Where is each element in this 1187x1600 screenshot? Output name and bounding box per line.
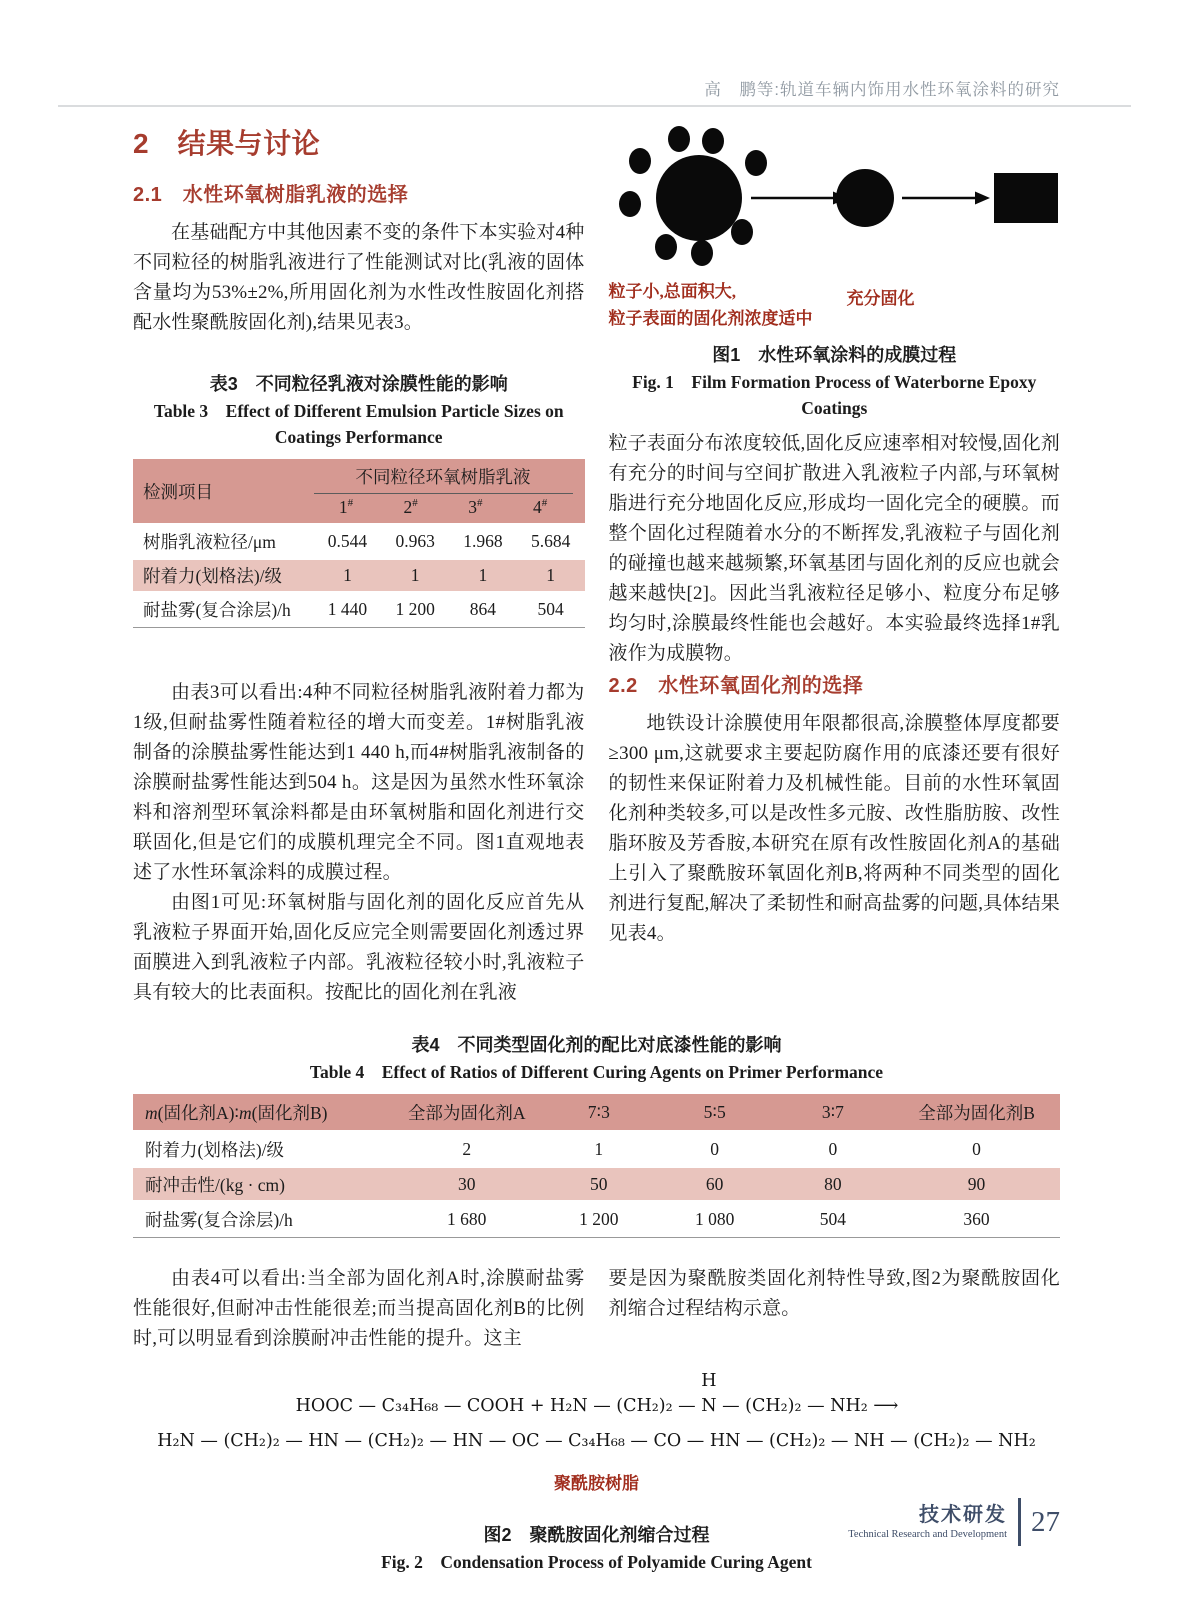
- table-4-caption: [133, 1032, 1060, 1085]
- cell: 1: [546, 565, 555, 585]
- section-2-heading: 2 结果与讨论: [133, 128, 321, 159]
- table-row: [133, 1133, 1060, 1165]
- cell: 1: [478, 565, 488, 585]
- table-3-col-2: 2#: [403, 497, 418, 517]
- footer-section-en: Technical Research and Development: [848, 1528, 1007, 1540]
- row-label: 耐盐雾(复合涂层)/h: [145, 1209, 293, 1230]
- annotation-particle: 粒子小,总面积大, 粒子表面的固化剂浓度适中: [608, 282, 813, 328]
- emulsion-particle-with-satellites: [619, 126, 767, 266]
- right-column: [609, 120, 1061, 949]
- table-3-col-1: 1#: [338, 497, 354, 517]
- discussion-paragraph-table4-right: 要是因为聚酰胺类固化剂特性导致,图2为聚酰胺固化剂缩合过程结构示意。: [608, 1268, 1060, 1319]
- cell: 1 200: [579, 1208, 619, 1229]
- section-2-2-heading: 2.2 水性环氧固化剂的选择: [608, 675, 864, 697]
- film-formation-diagram: [609, 126, 1060, 276]
- footer-section-zh: 技术研发: [919, 1503, 1007, 1526]
- col-header: 全部为固化剂B: [918, 1102, 1035, 1123]
- discussion-paragraph-table4-left: 由表4可以看出:当全部为固化剂A时,涂膜耐盐雾性能很好,但耐冲击性能很差;而当提高固化剂B的比例时,可以明显看到涂膜耐冲击性能的提升。这主: [133, 1268, 585, 1349]
- cell: 1 080: [694, 1208, 735, 1229]
- cell: 504: [819, 1208, 846, 1229]
- cell: 30: [457, 1173, 476, 1194]
- cell: 504: [537, 599, 564, 619]
- table-3-caption-en-1: Table 3 Effect of Different Emulsion Particle Sizes on: [153, 401, 564, 421]
- formula-line-2: H₂N — (CH₂)₂ — HN — (CH₂)₂ — HN — OC — C₃₄H₆₈ — CO — HN — (CH₂)₂ — NH — (CH₂)₂ — NH₂: [157, 1431, 1036, 1451]
- figure-1-caption-zh: 图1 水性环氧涂料的成膜过程: [712, 345, 957, 365]
- table-3-caption-en-2: Coatings Performance: [274, 427, 443, 447]
- page-number: 27: [1031, 1505, 1060, 1538]
- footer-divider: [1018, 1498, 1021, 1546]
- table-3-col-3: 3#: [468, 497, 483, 517]
- table-3-column-numbers: [314, 494, 581, 523]
- below-table-columns: [133, 1264, 1060, 1354]
- table-row: [133, 1203, 1060, 1235]
- section-2-1-paragraph-1: 在基础配方中其他因素不变的条件下本实验对4种不同粒径的树脂乳液进行了性能测试对比(乳液的固体含量均为53%±2%,所用固化剂为水性改性胺固化剂搭配水性聚酰胺固化剂),结果见表3。: [133, 222, 585, 333]
- cell: 1 440: [327, 599, 368, 619]
- running-head: [704, 76, 1060, 100]
- cell: 2: [462, 1138, 472, 1159]
- cell: 5.684: [530, 531, 571, 551]
- full-width-zone: [133, 1032, 1060, 1575]
- header-rule: [58, 105, 1131, 107]
- figure-1-caption-en-1: Fig. 1 Film Formation Process of Waterborne Epoxy: [632, 372, 1037, 392]
- table-3: [133, 459, 585, 628]
- figure-2-caption-en: Fig. 2 Condensation Process of Polyamide Curing Agent: [381, 1552, 812, 1572]
- table-3-group-header: 不同粒径环氧树脂乳液: [314, 463, 573, 494]
- cell: 80: [824, 1173, 842, 1194]
- col-header: 7∶3: [587, 1101, 610, 1122]
- condensation-reaction-formula: [133, 1370, 1060, 1494]
- nitrogen-with-hydrogen: H N: [701, 1371, 717, 1416]
- continuation-paragraph: 粒子表面分布浓度较低,固化反应速率相对较慢,固化剂有充分的时间与空间扩散进入乳液粒子内部,与环氧树脂进行充分地固化反应,形成均一固化完全的硬膜。而整个固化过程随着水分的不断挥发,乳液粒子与固化剂的碰撞也越来越频繁,环氧基团与固化剂的反应也就会越来越快[2]。因此当乳液粒径足够小、粒度分布足够均匀时,涂膜最终性能也会越好。本实验最终选择1#乳液作为成膜物。: [608, 433, 1061, 664]
- footer-section-block: [848, 1504, 1007, 1541]
- table-3-item-header: 检测项目: [143, 481, 213, 502]
- left-column: [133, 120, 585, 1008]
- figure-1-caption-en-2: Coatings: [801, 398, 868, 418]
- cell: 90: [967, 1173, 986, 1194]
- reaction-arrow: ⟶: [873, 1396, 898, 1416]
- formula-line-1: HOOC — C₃₄H₆₈ — COOH + H₂N — (CH₂)₂ — H N — (CH₂)₂ — NH₂ ⟶: [295, 1371, 898, 1416]
- table-row: [133, 560, 585, 591]
- row-label: 附着力(划格法)/级: [143, 566, 283, 586]
- figure-1-annotations: [609, 278, 1061, 332]
- cell: 0.544: [327, 531, 368, 551]
- cell: 1: [343, 565, 352, 585]
- arrow-1: [751, 192, 848, 205]
- cell: 0.963: [395, 531, 435, 551]
- row-label: 树脂乳液粒径/μm: [143, 532, 276, 552]
- col-header: 全部为固化剂A: [407, 1102, 526, 1123]
- two-column-body: [133, 120, 1060, 1008]
- row-label: 耐冲击性/(kg · cm): [145, 1174, 285, 1195]
- cell: 1 680: [447, 1208, 487, 1229]
- discussion-paragraph-table3: 由表3可以看出:4种不同粒径树脂乳液附着力都为1级,但耐盐雾性随着粒径的增大而变差。1#树脂乳液制备的涂膜盐雾性能达到1 440 h,而4#树脂乳液制备的涂膜耐盐雾性能达到504 h。这是因为虽然水性环氧涂料和溶剂型环氧涂料都是由环氧树脂和固化剂进行交联固化,但是它们的成膜机理完全不同。图1直观地表述了水性环氧涂料的成膜过程。: [133, 682, 585, 883]
- cell: 1: [410, 565, 420, 585]
- polyamide-resin-label: 聚酰胺树脂: [554, 1474, 639, 1493]
- table-3-header: [133, 459, 585, 523]
- cured-film-rectangle: [994, 173, 1058, 223]
- cell: 0: [828, 1138, 838, 1159]
- section-2-1-heading: 2.1 水性环氧树脂乳液的选择: [133, 184, 409, 206]
- cell: 0: [710, 1138, 720, 1159]
- col-header: 5∶5: [703, 1101, 726, 1122]
- table-3-caption-zh: 表3 不同粒径乳液对涂膜性能的影响: [209, 374, 508, 394]
- cell: 1: [594, 1138, 604, 1159]
- cured-particle: [836, 169, 894, 227]
- table-row: [133, 1168, 1060, 1200]
- table-row: [133, 526, 585, 557]
- page-footer: [848, 1498, 1060, 1546]
- table-3-caption: [133, 371, 585, 450]
- figure-2-caption-zh: 图2 聚酰胺固化剂缩合过程: [483, 1525, 710, 1545]
- annotation-fully-cured: 充分固化: [846, 289, 915, 308]
- arrow-2: [902, 192, 990, 205]
- cell: 50: [590, 1173, 608, 1194]
- row-label: 耐盐雾(复合涂层)/h: [143, 600, 291, 620]
- discussion-paragraph-figure1: 由图1可见:环氧树脂与固化剂的固化反应首先从乳液粒子界面开始,固化反应完全则需要固化剂透过界面膜进入到乳液粒子内部。乳液粒径较小时,乳液粒子具有较大的比表面积。按配比的固化剂在乳液: [133, 892, 585, 1003]
- table-3-group-header-block: [314, 459, 585, 523]
- table-3-col-4: 4#: [533, 497, 548, 517]
- running-head-text: 高 鹏等:轨道车辆内饰用水性环氧涂料的研究: [704, 81, 1060, 99]
- table-4-caption-zh: 表4 不同类型固化剂的配比对底漆性能的影响: [411, 1035, 782, 1055]
- col-header: 3∶7: [821, 1101, 844, 1122]
- cell: 0: [972, 1138, 981, 1159]
- table-4-caption-en: Table 4 Effect of Ratios of Different Curing Agents on Primer Performance: [309, 1062, 884, 1082]
- table-4-header-row: [133, 1094, 1060, 1130]
- cell: 1 200: [395, 599, 435, 619]
- cell: 360: [963, 1208, 990, 1229]
- cell: 60: [705, 1173, 724, 1194]
- figure-1-caption: [609, 342, 1061, 421]
- section-2-2-paragraph-1: 地铁设计涂膜使用年限都很高,涂膜整体厚度都要≥300 μm,这就要求主要起防腐作用的底漆还要有很好的韧性来保证附着力及机械性能。目前的水性环氧固化剂种类较多,可以是改性多元胺、改性脂肪胺、改性脂环胺及芳香胺,本研究在原有改性胺固化剂A的基础上引入了聚酰胺环氧固化剂B,将两种不同类型的固化剂进行复配,解决了柔韧性和耐高盐雾的问题,具体结果见表4。: [608, 713, 1061, 944]
- cell: 1.968: [463, 531, 503, 551]
- cell: 864: [469, 599, 497, 619]
- table-4: [133, 1094, 1060, 1238]
- table-row: [133, 594, 585, 625]
- table-4-ratio-header: m(固化剂A)∶m(固化剂B): [145, 1102, 328, 1123]
- row-label: 附着力(划格法)/级: [145, 1139, 285, 1160]
